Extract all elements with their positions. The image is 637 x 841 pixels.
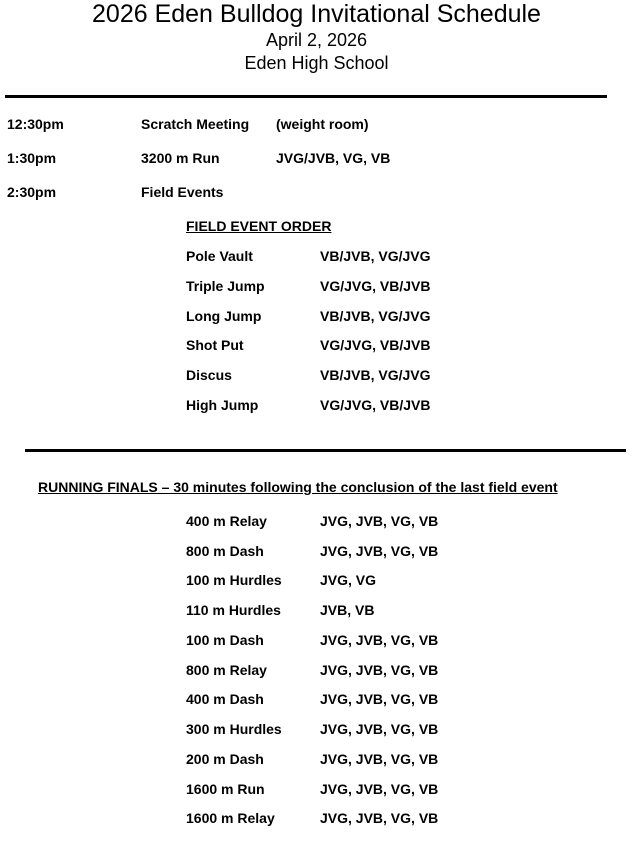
field-event-groups: VG/JVG, VB/JVB	[320, 337, 431, 353]
running-finals-heading: RUNNING FINALS – 30 minutes following the conclusion of the last field event	[38, 479, 558, 495]
field-event-groups: VB/JVB, VG/JVG	[320, 367, 431, 383]
field-event-name: Shot Put	[186, 337, 244, 353]
schedule-time: 2:30pm	[7, 184, 57, 200]
running-event-groups: JVG, JVB, VG, VB	[320, 691, 439, 707]
top-divider	[5, 95, 607, 98]
page-title: 2026 Eden Bulldog Invitational Schedule	[92, 0, 541, 28]
event-date: April 2, 2026	[265, 30, 368, 50]
field-event-name: High Jump	[186, 397, 259, 413]
running-event-groups: JVG, JVB, VG, VB	[320, 513, 439, 529]
schedule-event: Field Events	[141, 184, 224, 200]
running-event-name: 300 m Hurdles	[186, 721, 282, 737]
schedule-time: 1:30pm	[7, 150, 57, 166]
running-event-groups: JVG, JVB, VG, VB	[320, 781, 439, 797]
running-event-name: 110 m Hurdles	[186, 602, 281, 618]
field-event-name: Pole Vault	[186, 248, 253, 264]
field-event-groups: VB/JVB, VG/JVG	[320, 308, 431, 324]
field-event-order-heading: FIELD EVENT ORDER	[186, 218, 332, 234]
schedule-detail: JVG/JVB, VG, VB	[276, 150, 391, 166]
event-location: Eden High School	[244, 53, 389, 73]
running-event-name: 200 m Dash	[186, 751, 264, 767]
middle-divider	[25, 449, 626, 452]
running-event-groups: JVB, VB	[320, 602, 375, 618]
running-event-groups: JVG, VG	[320, 572, 377, 588]
running-event-name: 800 m Relay	[186, 662, 267, 678]
schedule-event: Scratch Meeting	[141, 116, 250, 132]
running-event-name: 400 m Relay	[186, 513, 267, 529]
running-event-groups: JVG, JVB, VG, VB	[320, 632, 439, 648]
schedule-detail: (weight room)	[276, 116, 369, 132]
field-event-name: Discus	[186, 367, 232, 383]
field-event-name: Triple Jump	[186, 278, 265, 294]
running-event-name: 100 m Dash	[186, 632, 264, 648]
field-event-groups: VG/JVG, VB/JVB	[320, 397, 431, 413]
running-event-name: 100 m Hurdles	[186, 572, 282, 588]
running-event-name: 1600 m Run	[186, 781, 265, 797]
running-event-groups: JVG, JVB, VG, VB	[320, 543, 439, 559]
running-event-groups: JVG, JVB, VG, VB	[320, 810, 439, 826]
running-event-name: 400 m Dash	[186, 691, 264, 707]
running-event-name: 800 m Dash	[186, 543, 264, 559]
running-event-groups: JVG, JVB, VG, VB	[320, 721, 439, 737]
field-event-groups: VG/JVG, VB/JVB	[320, 278, 431, 294]
schedule-event: 3200 m Run	[141, 150, 220, 166]
schedule-time: 12:30pm	[7, 116, 64, 132]
field-event-groups: VB/JVB, VG/JVG	[320, 248, 431, 264]
running-event-name: 1600 m Relay	[186, 810, 275, 826]
running-event-groups: JVG, JVB, VG, VB	[320, 662, 439, 678]
running-event-groups: JVG, JVB, VG, VB	[320, 751, 439, 767]
field-event-name: Long Jump	[186, 308, 262, 324]
